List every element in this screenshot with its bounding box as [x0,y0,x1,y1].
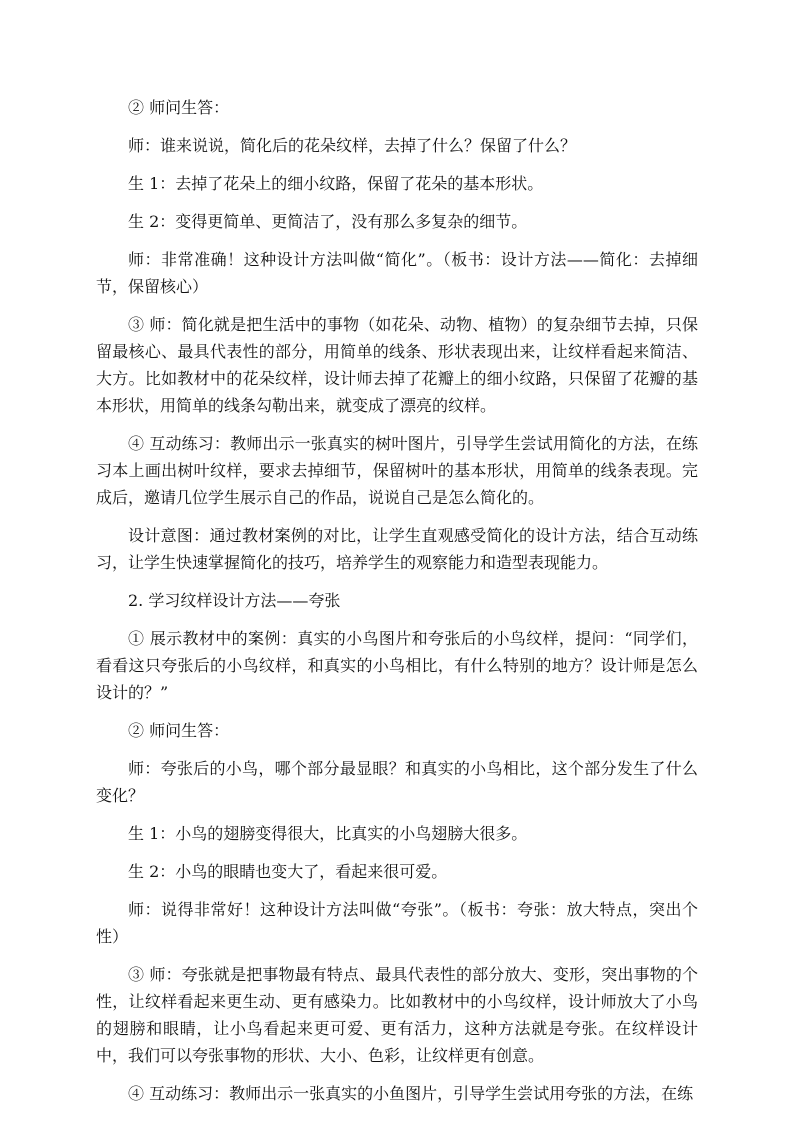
paragraph: ④ 互动练习：教师出示一张真实的树叶图片，引导学生尝试用简化的方法，在练习本上画出树叶纹样，要求去掉细节，保留树叶的基本形状，用简单的线条表现。完成后，邀请几位学生展示自己的作品，说说自己是怎么简化的。 [96,434,698,507]
paragraph: 师：非常准确！这种设计方法叫做“简化”。（板书：设计方法——简化：去掉细节，保留核心） [96,250,698,296]
paragraph: 师：谁来说说，简化后的花朵纹样，去掉了什么？保留了什么？ [128,136,577,155]
paragraph: 生 1：小鸟的翅膀变得很大，比真实的小鸟翅膀大很多。 [128,824,528,843]
section-heading: 2. 学习纹样设计方法——夸张 [128,591,341,610]
design-intent-paragraph: 设计意图：通过教材案例的对比，让学生直观感受简化的设计方法，结合互动练习，让学生快速掌握简化的技巧，培养学生的观察能力和造型表现能力。 [96,526,698,572]
paragraph: ② 师问生答： [128,721,230,740]
paragraph: 生 2：小鸟的眼睛也变大了，看起来很可爱。 [128,862,448,881]
paragraph: 生 1：去掉了花朵上的细小纹路，保留了花朵的基本形状。 [128,174,544,193]
paragraph: ③ 师：简化就是把生活中的事物（如花朵、动物、植物）的复杂细节去掉，只保留最核心、最具代表性的部分，用简单的线条、形状表现出来，让纹样看起来简洁、大方。比如教材中的花朵纹样，设计师去掉了花瓣上的细小纹路，只保留了花瓣的基本形状，用简单的线条勾勒出来，就变成了漂亮的纹样。 [96,315,698,415]
paragraph: 师：说得非常好！这种设计方法叫做“夸张”。（板书：夸张：放大特点，突出个性） [96,900,698,946]
paragraph: ④ 互动练习：教师出示一张真实的小鱼图片，引导学生尝试用夸张的方法，在练 [128,1084,694,1103]
paragraph: ③ 师：夸张就是把事物最有特点、最具代表性的部分放大、变形，突出事物的个性，让纹样看起来更生动、更有感染力。比如教材中的小鸟纹样，设计师放大了小鸟的翅膀和眼睛，让小鸟看起来更可爱、更有活力，这种方法就是夸张。在纹样设计中，我们可以夸张事物的形状、大小、色彩，让纹样更有创意。 [96,965,698,1065]
paragraph: 生 2：变得更简单、更简洁了，没有那么多复杂的细节。 [128,212,528,231]
paragraph: ② 师问生答： [128,98,230,117]
paragraph: ① 展示教材中的案例：真实的小鸟图片和夸张后的小鸟纹样，提问：“同学们，看看这只夸张后的小鸟纹样，和真实的小鸟相比，有什么特别的地方？设计师是怎么设计的？” [96,629,698,702]
paragraph: 师：夸张后的小鸟，哪个部分最显眼？和真实的小鸟相比，这个部分发生了什么变化？ [96,759,698,805]
